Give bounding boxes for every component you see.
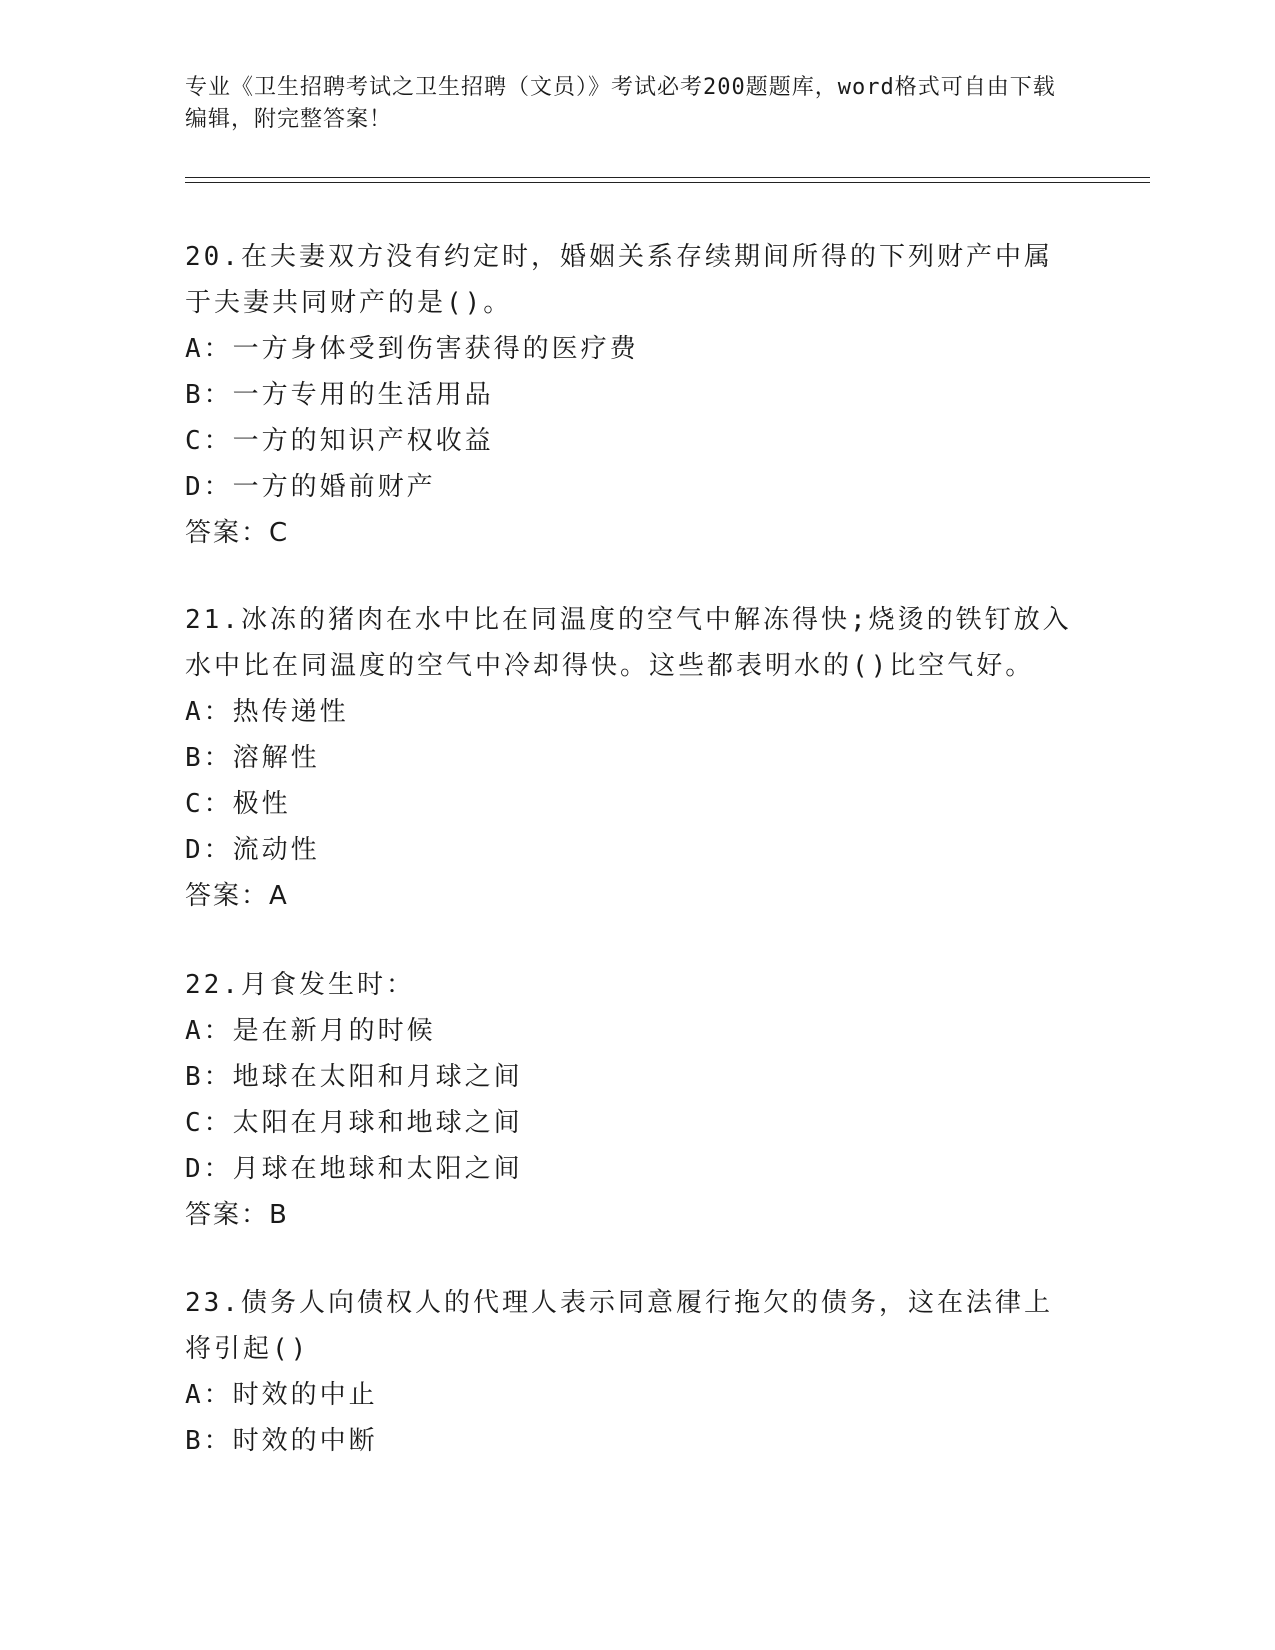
question-20 (185, 234, 1075, 556)
header-divider-top (185, 177, 1150, 178)
question-22 (185, 962, 1075, 1238)
option-a: A：是在新月的时候 (185, 1016, 436, 1046)
option-b: B：时效的中断 (185, 1426, 378, 1456)
option-b: B：溶解性 (185, 743, 320, 773)
header-divider-bottom (185, 182, 1150, 183)
answer: 答案：C (185, 518, 290, 548)
option-c: C：极性 (185, 789, 291, 819)
option-a: A：热传递性 (185, 697, 349, 727)
question-stem: 20.在夫妻双方没有约定时，婚姻关系存续期间所得的下列财产中属于夫妻共同财产的是()。 (185, 242, 1053, 318)
option-d: D：月球在地球和太阳之间 (185, 1154, 523, 1184)
option-b: B：一方专用的生活用品 (185, 380, 494, 410)
option-a: A：一方身体受到伤害获得的医疗费 (185, 334, 639, 364)
question-21 (185, 597, 1075, 919)
question-23 (185, 1280, 1075, 1464)
question-stem: 23.债务人向债权人的代理人表示同意履行拖欠的债务，这在法律上将引起() (185, 1288, 1053, 1364)
option-a: A：时效的中止 (185, 1380, 378, 1410)
question-stem: 21.冰冻的猪肉在水中比在同温度的空气中解冻得快;烧烫的铁钉放入水中比在同温度的空气中冷却得快。这些都表明水的()比空气好。 (185, 605, 1072, 681)
document-header: 专业《卫生招聘考试之卫生招聘（文员）》考试必考200题题库，word格式可自由下载编辑，附完整答案！ (185, 75, 1056, 132)
option-b: B：地球在太阳和月球之间 (185, 1062, 523, 1092)
option-c: C：太阳在月球和地球之间 (185, 1108, 523, 1138)
answer: 答案：A (185, 881, 289, 911)
answer: 答案：B (185, 1200, 289, 1230)
question-stem: 22.月食发生时： (185, 970, 415, 1000)
option-d: D：一方的婚前财产 (185, 472, 436, 502)
option-d: D：流动性 (185, 835, 320, 865)
option-c: C：一方的知识产权收益 (185, 426, 494, 456)
